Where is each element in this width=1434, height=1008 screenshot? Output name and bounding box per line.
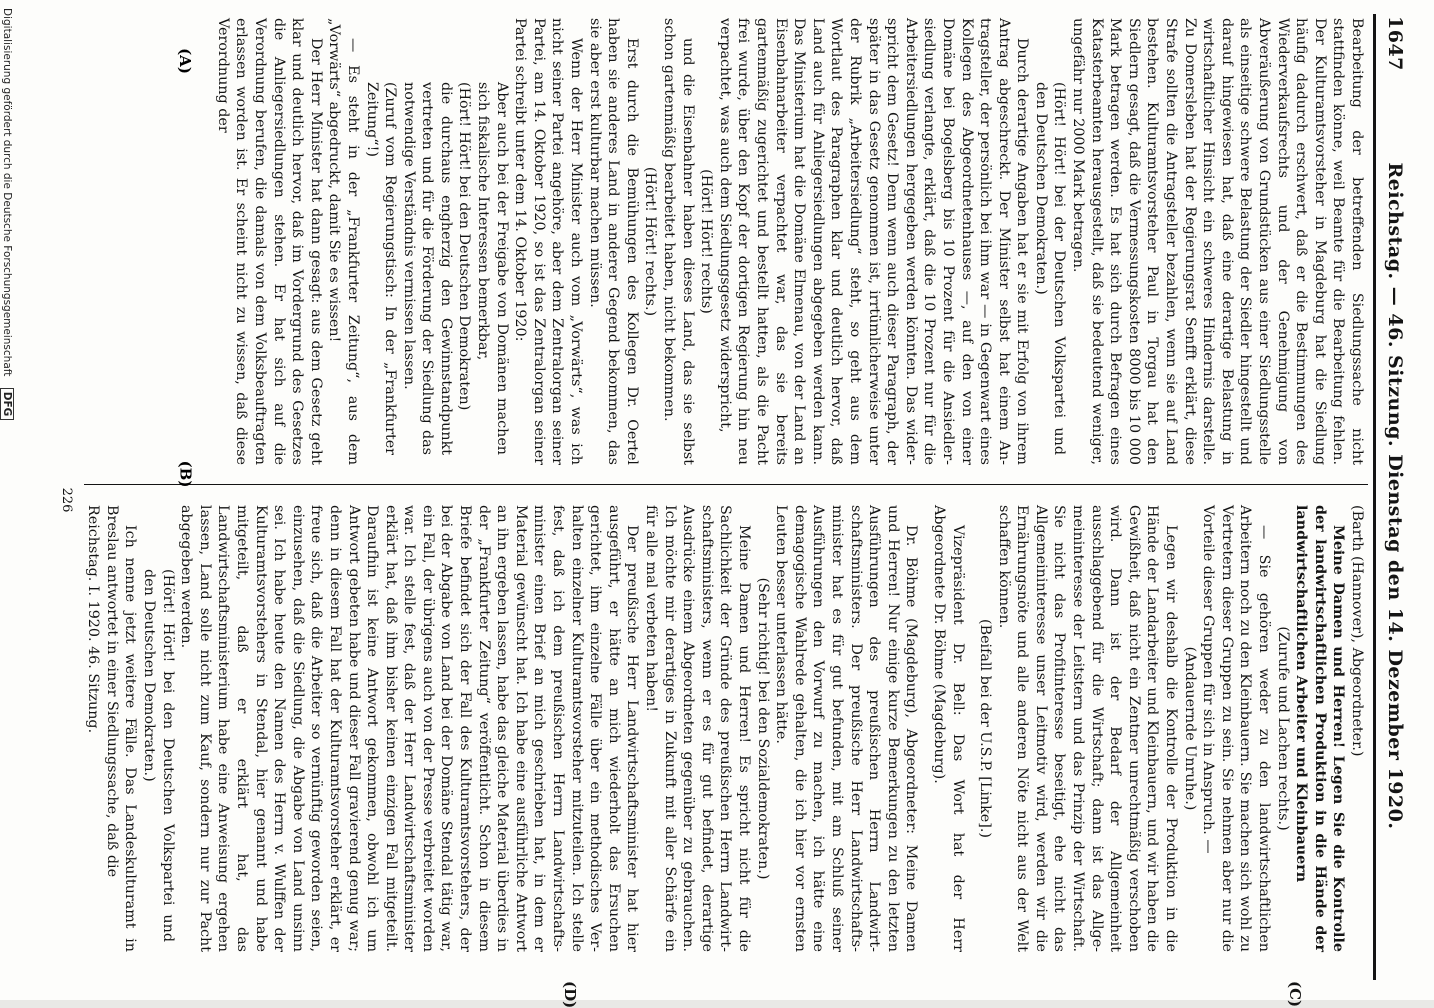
speaker-line: (Barth (Hannover), Abgeordneter.) [1349,505,1365,757]
paragraph: Meine Damen und Herren! Legen Sie die Kontrolle der landwirtschaftlichen Produktion in die Hände der landwirtschaftlichen Arbeiter und Kleinbauern [1293,505,1347,952]
paragraph: Der Herr Minister hat dann gesagt: aus dem Gesetz geht klar und deutlich hervor, daß im Vordergrund des Gesetzes die Anliegersiedlungen stehen. Er hat sich auf die Verordnung berufen, die damals von dem Volksbeauftragten erlassen worden ist. Er scheint nicht zu wissen, daß diese Verordnung der [214,18,324,465]
interjection: (Beifall bei der U.S.P. [Linke].) [977,619,994,838]
running-header [1380,16,1406,976]
quotation: Aber auch bei der Freigabe von Domänen machen sich fiskalische Interessen bemerkbar, [475,82,510,455]
paragraph: — Es steht in der „Frankfurter Zeitung“, aus dem „Vorwärts“ abgedruckt, damit Sie es wissen! [326,18,361,465]
paragraph: Dr. Böhme (Magdeburg), Abgeordneter: Meine Damen und Herren! Nur einige kurze Bemerkungen zu den letzten Ausführungen des preußischen Herrn Landwirtschaftsministers. Der preußische Herr Landwirtschaftsminister hat es für gut befunden, mit am Schluß seiner Ausführungen den Vorwurf zu machen, ich hätte eine demagogische Wahlrede gehalten, die ich hier vor ernsten Leuten besser unterlassen hätte. [773,505,920,952]
paragraph: Durch derartige Angaben hat er sie mit Erfolg von ihrem Antrag abgeschreckt. Der Minister selbst hat einem Antragsteller, der persönlich bei ihm war — in Gegenwart eines Kollegen des Abgeordnetenhauses —, auf den von einer Domäne bei Bogelsberg bis 10 Prozent für die Ansiedlersiedlung verlangte, erklärt, daß die 10 Prozent nur für die Arbeitersiedlungen hergegeben werden könnten. Das widerspricht dem Gesetz! Denn wenn auch dieser Paragraph, der später in das Gesetz genommen ist, irrtümlicherweise unter der Rubrik „Arbeitersiedlung“ steht, so geht aus dem Wortlaut des Paragraphen klar und deutlich hervor, daß Land auch für Anliegersiedlungen abgegeben werden kann. Das Ministerium hat die Domäne Elmenau, von der Land an Eisenbahnarbeiter verpachtet war, das sie bereits gartenmäßig zugerichtet und bestellt hatten, als die Pacht frei wurde, über den Kopf der dortigen Regierung hin neu verpachtet, was auch dem Siedlungsgesetz widerspricht, [716,18,1031,465]
interjection: (Hört! Hört! rechts.) [642,166,659,317]
interjection: (Hört! Hört! bei den Deutschen Volkspartei und den Deutschen Demokraten.) [141,569,176,942]
interjection: (Zuruf vom Regierungstisch: In der „Frankfurter Zeitung“!) [363,82,399,455]
digitization-note [0,0,18,1000]
text-column-right [85,505,1366,952]
interjection: (Hört! Hört! bei den Deutschen Demokraten) [456,82,473,411]
page-number: 1647 [1384,16,1406,71]
margin-mark-a: (A) [175,48,194,74]
column-separator [84,484,1368,485]
margin-mark-d: (D) [561,981,579,1008]
interjection: (Hört! Hört! rechts) [698,169,715,314]
interjection: (Hört! Hört! bei der Deutschen Volkspartei und den Deutschen Demokraten.) [1032,82,1068,455]
quotation: die durchaus engherzig den Gewinnstandpunkt vertreten und für die Förderung der Siedlung das notwendige Verständnis vermissen lassen. [400,82,454,455]
paragraph: Erst durch die Bemühungen des Kollegen Dr. Oertel haben sie anderes Land in anderer Gegend bekommen, das sie aber erst kulturbar machen müssen. [586,18,640,465]
paragraph: Wenn der Herr Minister auch vom „Vorwärts“, was ich nicht seiner Partei angehöre, aber dem Zentralorgan seiner Partei, am 14. Oktober 1920, so ist das Zentralorgan seiner Partei schreibt unter dem 14. Oktober 1920: [512,18,585,465]
margin-mark-b: (B) [176,460,195,488]
digitization-text: Digitalisierung gefördert durch die Deutsche Forschungsgemeinschaft [1,8,13,377]
dfg-logo: DFG [0,388,14,421]
folio-number: 226 [59,487,74,513]
paragraph: Bearbeitung der betreffenden Siedlungssache nicht stattfinden könne, weil Beamte für die Bearbeitung fehlen. Der Kulturamtsvorsteher in Magdeburg hat die Siedlung häufig dadurch erschwert, daß er die Bestimmungen des Wiederverkaufsrechts und der Genehmigung von Abveräußerung von Grundstücken aus einer Siedlungsstelle als einseitige schwere Belastung der Siedler hingestellt und darauf hingewiesen hat, daß eine derartige Belastung in wirtschaftlicher Hinsicht ein schweres Hindernis darstelle. Zu Domersleben hat der Regierungsrat Senfft erklärt, diese Strafe sollten die Antragsteller bezahlen, wenn sie auf Land bestehen. Kulturamtsvorsteher Paul in Torgau hat den Siedlern gesagt, daß die Vermessungskosten 8000 bis 10 000 Mark betragen werden. Es hat sich durch Befragen eines Katasterbeamten herausgestellt, daß sie bedeutend weniger, ungefähr nur 2000 Mark betragen. [1070,18,1365,465]
paragraph: Der preußische Herr Landwirtschaftsminister hat hier ausgeführt, er hätte an mich wiederholt das Ersuchen gerichtet, ihm einzelne Fälle über ein methodisches Verhalten einzelner Kulturamtsvorsteher mitzuteilen. Ich stelle fest, daß ich dem preußischen Herrn Landwirtschaftsminister einen Brief an mich geschrieben hat, in dem er Material gewünscht hat. Ich habe eine ausführliche Antwort an ihn ergeben lassen, habe das gleiche Material überdies in der „Frankfurter Zeitung“ veröffentlicht. Schon in diesem Briefe befindet sich der Fall des Kulturamtsvorstehers, der bei der Abgabe von Land bei der Domäne Stendal tätig war, ein Fall, der übrigens auch von der Presse verbreitet worden war. Ich stelle fest, daß der Herr Landwirtschaftsminister erklärt hat, daß ihm bisher keinen einzigen Fall mitgeteilt. Daraufhin ist keine Antwort gekommen, obwohl ich um Antwort gebeten habe und dieser Fall gravierend genug war; denn in diesem Fall hat der Kulturamtsvorsteher erklärt, er freue sich, daß die Arbeiter so vernünftig geworden seien, einzusehen, daß die Siedlung, die Abgabe von Land unsinn sei. Ich habe heute den Namen des Herrn v. Wulffen der Kulturamtsvorstehers in Stendal, hier genannt und habe mitgeteilt, daß er erklärt hat, das Landwirtschaftsministerium habe eine Anweisung ergehen lassen, Land solle nicht zum Kauf, sondern nur zur Pacht abgegeben werden. [178,505,641,952]
text-column-left [96,18,1366,465]
header-title: Reichstag. — 46. Sitzung. Dienstag den 14. Dezember 1920. [1384,162,1406,830]
footer-reference: Reichstag. I. 1920. 46. Sitzung. [85,505,102,734]
interjection: (Sehr richtig! bei den Sozialdemokraten.) [754,577,771,880]
header-rule [1373,14,1376,980]
interjection: (Andauernde Unruhe.) [1181,646,1198,811]
paragraph: und die Eisenbahner haben dieses Land, das sie selbst schon gartenmäßig bearbeitet haben, nicht bekommen. [661,18,696,465]
paragraph: Ich nenne jetzt weitere Fälle. Das Landeskulturamt in Breslau antwortet in einer Siedlungssache, daß die [103,505,139,952]
speaker-line: Vizepräsident Dr. Bell: Das Wort hat der Herr Abgeordnete Dr. Böhme (Magdeburg). [930,505,966,952]
paragraph: — Sie gehören weder zu den landwirtschaftlichen Arbeitern noch zu den Kleinbauern. Sie machen sich wohl zu Vertretern dieser Gruppen zu sein. Sie nehmen aber nur die Vorteile dieser Gruppen für sich in Anspruch. — [1200,505,1273,952]
interjection: (Zurufe und Lachen rechts.) [1274,626,1291,831]
paragraph: Meine Damen und Herren! Es spricht nicht für die Sachlichkeit der Gründe des preußischen Herrn Landwirtschaftsministers, wenn er es für gut befindet, derartige Ausdrücke einem Abgeordneten gegenüber zu gebrauchen. Ich möchte mir derartiges in Zukunft mit aller Schärfe ein für alle mal verbeten haben! [643,505,752,952]
paragraph: Legen wir deshalb die Kontrolle der Produktion in die Hände der Landarbeiter und Kleinbauern, und wir haben die Gewißheit, daß nicht ein Zentner unrechtmäßig verschoben wird. Dann ist der Bedarf der Allgemeinheit ausschlaggebend für die Wirtschaft; dann ist das Allgemeininteresse der Leitstern und das Prinzip der Wirtschaft. Sie nicht das Profitinteresse beseitigt, ehe nicht das Allgemeininteresse unser Leitmotiv wird, werden wir die Ernährungsnöte und alle anderen Nöte nicht aus der Welt schaffen können. [995,505,1180,952]
margin-mark-c: (C) [1286,981,1304,1008]
